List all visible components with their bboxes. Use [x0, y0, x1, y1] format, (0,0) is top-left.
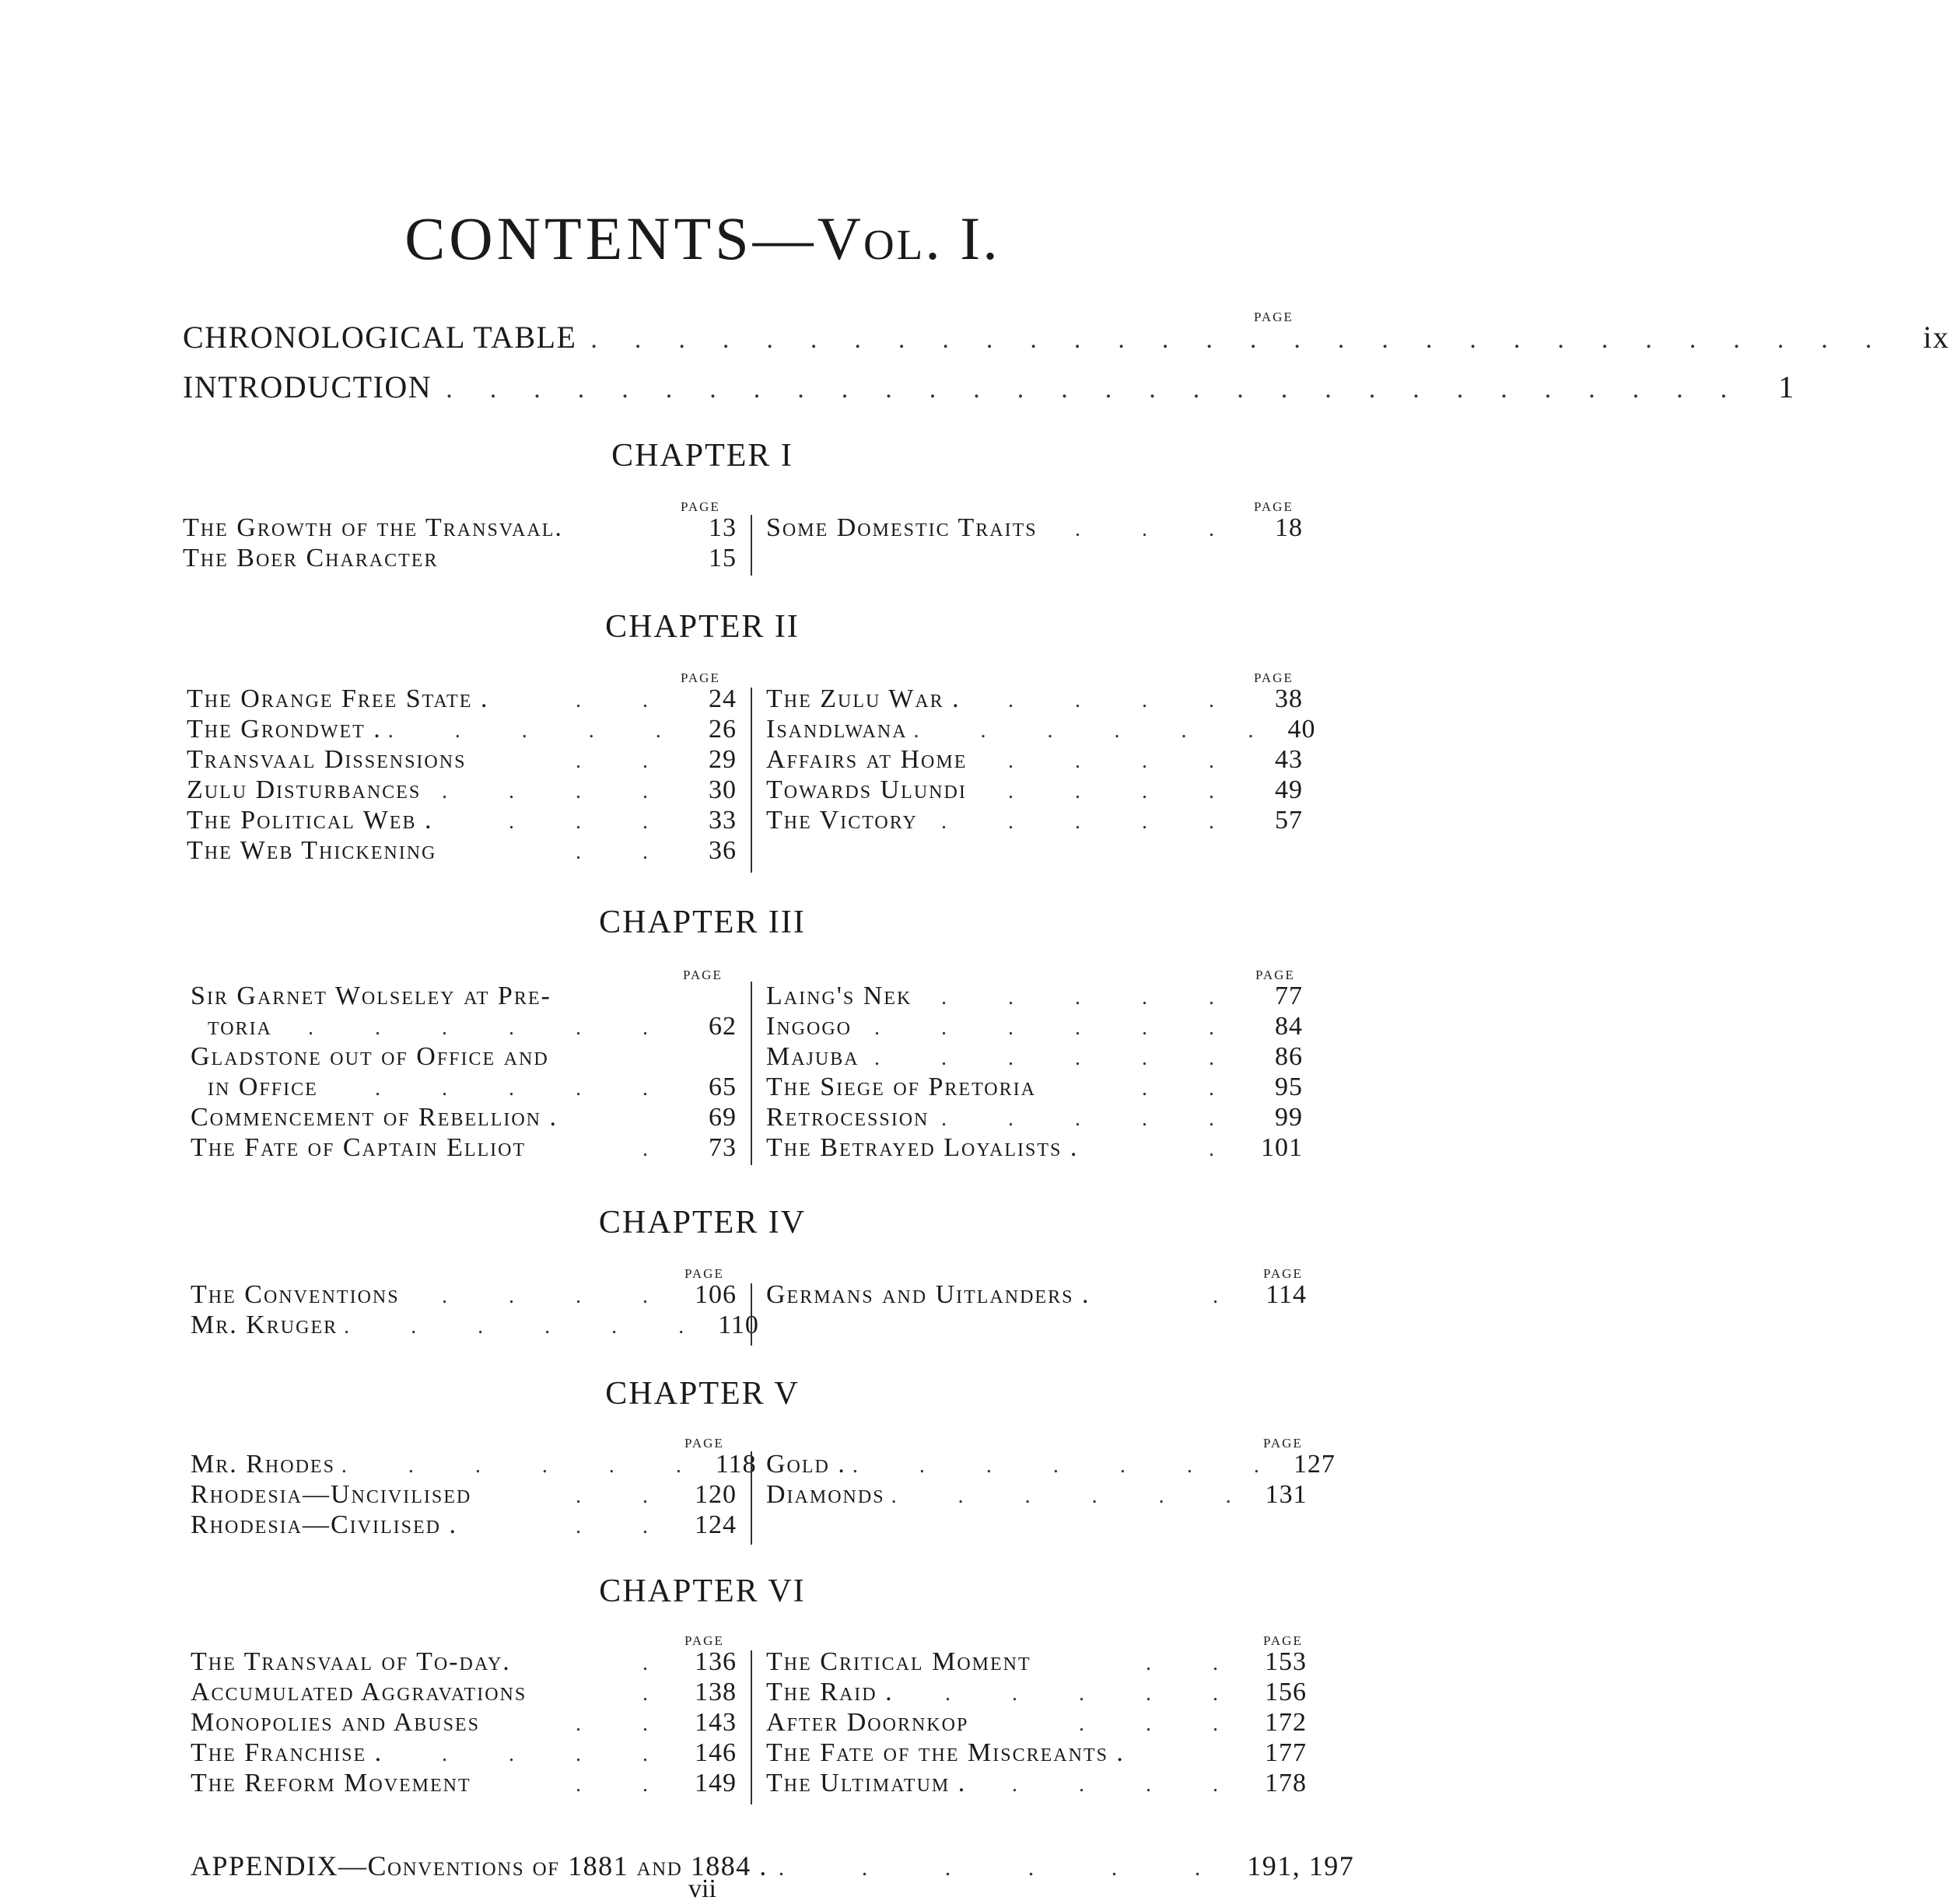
entry-label: The Betrayed Loyalists .: [766, 1133, 1079, 1162]
entry-label: After Doornkop: [766, 1708, 969, 1737]
toc-entry: The Fate of Captain Elliot . 73: [191, 1133, 737, 1162]
toc-entry: The Zulu War . . . . . 38: [766, 684, 1303, 713]
entry-page: 33: [709, 806, 737, 835]
entry-label: Mr. Kruger: [191, 1311, 338, 1339]
entry-label: The Fate of Captain Elliot: [191, 1133, 527, 1162]
entry-label: Rhodesia—Uncivilised: [191, 1480, 472, 1509]
entry-label-continued: toria: [208, 1012, 272, 1041]
column-divider: [751, 1283, 752, 1346]
toc-entry: Germans and Uitlanders . . 114: [766, 1280, 1307, 1309]
appendix-entry: APPENDIX—Conventions of 1881 and 1884 . . . . . . . 191, 197: [191, 1850, 1355, 1881]
toc-entry: in Office . . . . . 65: [191, 1073, 737, 1103]
chapter-heading: CHAPTER VI: [599, 1573, 806, 1609]
toc-entry: Ingogo . . . . . . 84: [766, 1012, 1303, 1041]
entry-page: 106: [695, 1280, 737, 1309]
toc-entry: Rhodesia—Civilised . . . 124: [191, 1510, 737, 1539]
entry-label: The Political Web .: [187, 806, 433, 835]
entry-label: The Conventions: [191, 1280, 400, 1309]
chapter-left-column: [191, 982, 737, 1164]
toc-entry: Monopolies and Abuses . . 143: [191, 1708, 737, 1737]
entry-page: 124: [695, 1510, 737, 1539]
entry-label: Transvaal Dissensions: [187, 745, 467, 774]
toc-entry: [766, 1738, 1307, 1769]
toc-entry: Majuba . . . . . . 86: [766, 1042, 1303, 1071]
toc-entry: Isandlwana . . . . . . 40: [766, 715, 1316, 744]
entry-page: 138: [695, 1678, 737, 1706]
entry-page: 99: [1275, 1103, 1303, 1132]
appendix-label-rest: Conventions of 1881 and 1884 .: [367, 1850, 768, 1881]
entry-label: Commencement of Rebellion .: [191, 1103, 558, 1132]
toc-entry: After Doornkop . . . 172: [766, 1708, 1307, 1737]
entry-label: Majuba: [766, 1042, 859, 1071]
toc-entry: toria . . . . . . 62: [191, 1012, 737, 1042]
toc-entry: The Ultimatum . . . . . 178: [766, 1769, 1307, 1797]
column-divider: [751, 1451, 752, 1545]
entry-page: 172: [1265, 1708, 1307, 1737]
toc-entry: Mr. Rhodes . . . . . . 118: [191, 1450, 757, 1479]
entry-page: 13: [709, 513, 737, 542]
entry-page: 26: [709, 715, 737, 744]
toc-entry: [191, 982, 737, 1012]
entry-page: 118: [715, 1450, 757, 1479]
chapter-heading: CHAPTER I: [611, 438, 793, 474]
entry-page: 127: [1293, 1450, 1336, 1479]
entry-label: Ingogo: [766, 1012, 852, 1041]
entry-page: 24: [709, 684, 737, 713]
toc-entry: [183, 513, 737, 544]
chapter-right-column: [766, 1450, 1336, 1510]
entry-label: Retrocession: [766, 1103, 929, 1132]
entry-label: Mr. Rhodes: [191, 1450, 335, 1479]
entry-page: 73: [709, 1133, 737, 1162]
chapter-left-column: [183, 513, 737, 574]
page-column-header: PAGE: [1263, 1436, 1303, 1451]
entry-page: 57: [1275, 806, 1303, 835]
entry-page: 153: [1265, 1647, 1307, 1676]
chapter-heading: CHAPTER IV: [598, 1205, 807, 1241]
entry-label: INTRODUCTION: [183, 369, 432, 404]
entry-label: Gladstone out of Office and: [191, 1042, 549, 1071]
toc-entry: The Political Web . . . . 33: [187, 806, 737, 835]
toc-entry: Gold . . . . . . . . 127: [766, 1450, 1336, 1479]
entry-label: The Ultimatum .: [766, 1769, 967, 1797]
front-matter-entry: CHRONOLOGICAL TABLE .............................. ix: [183, 320, 1950, 355]
toc-entry: The Critical Moment . . 153: [766, 1647, 1307, 1676]
toc-entry: [191, 1103, 737, 1133]
column-divider: [751, 515, 752, 576]
entry-page: 15: [709, 544, 737, 572]
entry-label: Some Domestic Traits: [766, 513, 1038, 542]
toc-entry: Laing's Nek . . . . . 77: [766, 982, 1303, 1010]
entry-page: 29: [709, 745, 737, 774]
entry-page: 120: [695, 1480, 737, 1509]
entry-label: CHRONOLOGICAL TABLE: [183, 320, 577, 355]
page-column-header: PAGE: [681, 670, 720, 685]
entry-label: The Franchise .: [191, 1738, 383, 1767]
entry-label: The Siege of Pretoria: [766, 1073, 1036, 1101]
chapter-right-column: [766, 684, 1316, 836]
entry-label: The Growth of the Transvaal.: [183, 513, 563, 542]
entry-label: Rhodesia—Civilised .: [191, 1510, 457, 1539]
entry-page: 146: [695, 1738, 737, 1767]
toc-entry: The Betrayed Loyalists . . 101: [766, 1133, 1303, 1162]
page-column-header: PAGE: [684, 1266, 724, 1281]
entry-page: 177: [1265, 1738, 1307, 1767]
entry-label: The Reform Movement: [191, 1769, 471, 1797]
column-divider: [751, 982, 752, 1165]
entry-label: Germans and Uitlanders .: [766, 1280, 1091, 1309]
entry-page: 36: [709, 836, 737, 865]
column-divider: [751, 1650, 752, 1804]
toc-entry: Zulu Disturbances . . . . 30: [187, 775, 737, 804]
page-column-header: PAGE: [684, 1436, 724, 1451]
toc-entry: The Grondwet . . . . . . 26: [187, 715, 737, 744]
chapter-left-column: [191, 1450, 757, 1541]
toc-entry: Accumulated Aggravations . 138: [191, 1678, 737, 1706]
entry-page: 131: [1265, 1480, 1308, 1509]
toc-entry: [191, 1042, 737, 1073]
entry-label: The Raid .: [766, 1678, 894, 1706]
page-column-header: PAGE: [1254, 670, 1294, 685]
chapter-right-column: [766, 513, 1303, 544]
entry-label: The Zulu War .: [766, 684, 961, 713]
toc-entry: Mr. Kruger . . . . . . 110: [191, 1311, 759, 1339]
entry-page: 77: [1275, 982, 1303, 1010]
toc-entry: Rhodesia—Uncivilised . . 120: [191, 1480, 737, 1509]
page-column-header: PAGE: [1254, 310, 1294, 324]
toc-entry: The Siege of Pretoria . . 95: [766, 1073, 1303, 1101]
entry-page: 1: [1778, 369, 1795, 404]
entry-page: ix: [1923, 320, 1950, 355]
entry-label: Towards Ulundi: [766, 775, 967, 804]
toc-entry: The Raid . . . . . . 156: [766, 1678, 1307, 1706]
entry-page: 143: [695, 1708, 737, 1737]
entry-page: 49: [1275, 775, 1303, 804]
entry-label: The Orange Free State .: [187, 684, 489, 713]
entry-label: Affairs at Home: [766, 745, 968, 774]
chapter-right-column: [766, 1647, 1307, 1799]
page-column-header: PAGE: [1254, 499, 1294, 514]
entry-label: Sir Garnet Wolseley at Pre-: [191, 982, 551, 1010]
entry-label: Accumulated Aggravations: [191, 1678, 527, 1706]
appendix-pages: 191, 197: [1247, 1850, 1355, 1881]
page-column-header: PAGE: [1263, 1633, 1303, 1648]
front-matter-entry: INTRODUCTION .............................. 1: [183, 369, 1795, 404]
toc-entry: The Reform Movement . . 149: [191, 1769, 737, 1797]
entry-page: 86: [1275, 1042, 1303, 1071]
chapter-left-column: [191, 1280, 759, 1341]
entry-page: 43: [1275, 745, 1303, 774]
entry-page: 40: [1287, 715, 1316, 744]
chapter-right-column: [766, 1280, 1307, 1311]
entry-page: 18: [1275, 513, 1303, 542]
entry-page: 101: [1261, 1133, 1303, 1162]
chapter-heading: CHAPTER II: [605, 609, 800, 645]
toc-entry: The Orange Free State . . . 24: [187, 684, 737, 713]
page-column-header: PAGE: [683, 968, 723, 982]
entry-page: 156: [1265, 1678, 1307, 1706]
chapter-heading: CHAPTER V: [605, 1376, 800, 1412]
toc-entry: Retrocession . . . . . 99: [766, 1103, 1303, 1132]
page-column-header: PAGE: [1255, 968, 1295, 982]
entry-label: The Boer Character: [183, 544, 439, 572]
page-number: vii: [688, 1874, 716, 1903]
toc-entry: The Victory . . . . . 57: [766, 806, 1303, 835]
entry-page: 30: [709, 775, 737, 804]
page-column-header: PAGE: [684, 1633, 724, 1648]
entry-label: Monopolies and Abuses: [191, 1708, 480, 1737]
page-column-header: PAGE: [681, 499, 720, 514]
entry-page: 149: [695, 1769, 737, 1797]
page-title: [0, 205, 1405, 272]
toc-entry: Diamonds . . . . . . 131: [766, 1480, 1308, 1509]
entry-page: 136: [695, 1647, 737, 1676]
page-column-header: PAGE: [1263, 1266, 1303, 1281]
entry-page: 62: [709, 1012, 737, 1041]
chapter-left-column: [187, 684, 737, 866]
entry-label: The Victory: [766, 806, 918, 835]
toc-entry: The Franchise . . . . . 146: [191, 1738, 737, 1767]
toc-entry: Transvaal Dissensions . . 29: [187, 745, 737, 774]
entry-page: 178: [1265, 1769, 1307, 1797]
entry-page: 95: [1275, 1073, 1303, 1101]
toc-entry: [183, 544, 737, 574]
chapter-right-column: [766, 982, 1303, 1164]
appendix-label-caps: APPENDIX—: [191, 1850, 368, 1881]
entry-page: 114: [1266, 1280, 1307, 1309]
entry-label: The Web Thickening: [187, 836, 437, 865]
toc-entry: Towards Ulundi . . . . 49: [766, 775, 1303, 804]
entry-page: 65: [709, 1073, 737, 1101]
toc-entry: The Transvaal of To-day. . 136: [191, 1647, 737, 1676]
entry-label: The Transvaal of To-day.: [191, 1647, 511, 1676]
entry-page: 84: [1275, 1012, 1303, 1041]
entry-label-continued: in Office: [208, 1073, 318, 1101]
entry-label: Diamonds: [766, 1480, 885, 1509]
entry-page: 110: [718, 1311, 759, 1339]
entry-page: 69: [709, 1103, 737, 1132]
chapter-heading: CHAPTER III: [599, 905, 806, 940]
title-main: CONTENTS—: [404, 205, 817, 272]
toc-entry: Affairs at Home . . . . 43: [766, 745, 1303, 774]
column-divider: [751, 688, 752, 873]
chapter-left-column: [191, 1647, 737, 1799]
entry-label: The Critical Moment: [766, 1647, 1031, 1676]
entry-page: 38: [1275, 684, 1303, 713]
entry-label: The Fate of the Miscreants .: [766, 1738, 1125, 1767]
toc-entry: The Web Thickening . . 36: [187, 836, 737, 865]
toc-entry: Some Domestic Traits . . . 18: [766, 513, 1303, 542]
entry-label: Gold .: [766, 1450, 846, 1479]
toc-entry: The Conventions . . . . 106: [191, 1280, 737, 1309]
entry-label: Laing's Nek: [766, 982, 912, 1010]
title-volume: Vol. I.: [817, 205, 1000, 272]
entry-label: Zulu Disturbances: [187, 775, 422, 804]
entry-label: The Grondwet .: [187, 715, 382, 744]
entry-label: Isandlwana: [766, 715, 908, 744]
